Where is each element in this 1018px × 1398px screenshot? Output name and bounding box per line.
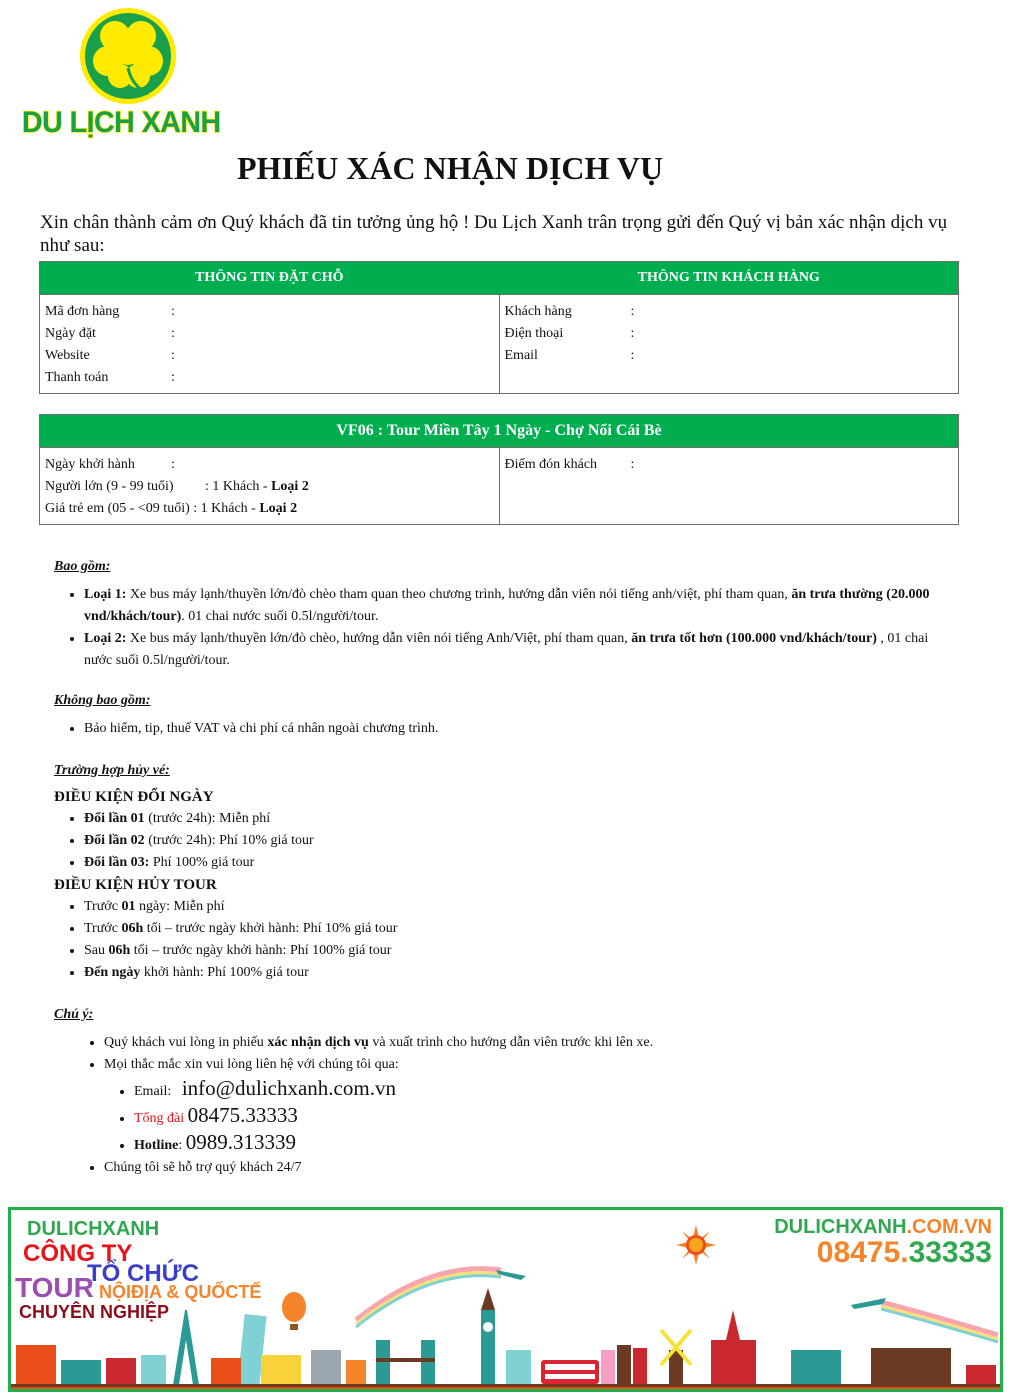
rainbow-right bbox=[881, 1302, 998, 1335]
order-date-field bbox=[45, 323, 494, 345]
balloon-icon bbox=[282, 1292, 306, 1322]
cancel-item bbox=[84, 896, 954, 918]
logo-text: DU LỊCH XANH bbox=[22, 106, 221, 139]
field-sep: : bbox=[630, 348, 635, 363]
change-item bbox=[84, 830, 954, 852]
include-item bbox=[84, 628, 954, 672]
cancel-heading: Trường hợp hủy vé: bbox=[54, 763, 170, 778]
item-text: Phí 100% giá tour bbox=[149, 855, 255, 870]
field-label: Giá trẻ em (05 - <09 tuổi) bbox=[45, 501, 190, 516]
item-bold: Đến ngày bbox=[84, 965, 141, 980]
intro-text: Xin chân thành cảm ơn Quý khách đã tin tưởng ủng hộ ! Du Lịch Xanh trân trọng gửi đến Quý vị bản xác nhận dịch vụ như sau: bbox=[40, 212, 948, 256]
email-label: Email: bbox=[134, 1084, 172, 1099]
tour-detail-cell bbox=[40, 448, 500, 525]
phone-part: 08475. bbox=[816, 1236, 909, 1269]
website-part: .COM.VN bbox=[906, 1216, 992, 1238]
notes-section bbox=[54, 1004, 954, 1179]
contact-hotline bbox=[134, 1130, 954, 1157]
field-label: Thanh toán bbox=[45, 370, 109, 385]
field-sep: : bbox=[171, 348, 175, 363]
banner-domestic: NỘIĐỊA & QUỐCTẾ bbox=[99, 1282, 262, 1302]
pickup-cell bbox=[499, 448, 959, 525]
item-bold: Đổi lần 01 bbox=[84, 811, 145, 826]
field-sep: : bbox=[171, 370, 175, 385]
field-value: : 1 Khách - bbox=[193, 501, 260, 516]
booking-customer-table bbox=[39, 261, 959, 394]
banner-tour: TOUR bbox=[15, 1272, 94, 1303]
website-part: DULICHXANH bbox=[774, 1216, 907, 1238]
field-label: Điện thoại bbox=[504, 326, 564, 341]
page-title: PHIẾU XÁC NHẬN DỊCH VỤ bbox=[236, 150, 664, 186]
field-sep: : bbox=[630, 457, 635, 472]
include-item bbox=[84, 584, 954, 628]
item-bold: 06h bbox=[121, 921, 144, 936]
kremlin bbox=[711, 1340, 756, 1385]
item-bold: Loại 2: bbox=[84, 631, 127, 646]
excludes-section bbox=[54, 690, 954, 740]
item-text: Xe bus máy lạnh/thuyền lớn/đò chèo tham quan theo chương trình, hướng dẫn viên nói tiếng anh/việt, phí tham quan, bbox=[126, 587, 792, 602]
includes-heading: Bao gồm: bbox=[54, 559, 111, 574]
email-field bbox=[505, 345, 954, 367]
tour-table bbox=[39, 414, 959, 525]
item-bold: ăn trưa thường (20.000 vnd/khách/tour) bbox=[84, 587, 930, 624]
field-sep: : bbox=[171, 457, 175, 472]
field-sep: : bbox=[171, 326, 175, 341]
pickup-field bbox=[505, 454, 954, 476]
note-item bbox=[104, 1054, 954, 1157]
contact-hotline-center bbox=[134, 1103, 954, 1130]
customer-info-cell bbox=[499, 295, 959, 394]
item-bold: Đổi lần 02 bbox=[84, 833, 145, 848]
booking-info-cell bbox=[40, 295, 500, 394]
hotline-colon: : bbox=[178, 1138, 183, 1153]
note-item: • Chúng tôi sẽ hỗ trợ quý khách 24/7 bbox=[104, 1157, 954, 1179]
order-id-field bbox=[45, 301, 494, 323]
banner-company: CÔNG TY bbox=[23, 1240, 133, 1267]
brandenburg-gate bbox=[871, 1348, 951, 1385]
item-text: khởi hành: Phí 100% giá tour bbox=[140, 965, 309, 980]
payment-field bbox=[45, 367, 494, 389]
item-bold: 06h bbox=[108, 943, 131, 958]
phone-part: 33333 bbox=[908, 1236, 992, 1269]
field-label: Điểm đón khách bbox=[504, 457, 598, 472]
item-text: Sau bbox=[84, 943, 109, 958]
red-bus bbox=[541, 1360, 599, 1384]
includes-section bbox=[54, 556, 954, 672]
hotline-center-number: 08475.33333 bbox=[187, 1103, 298, 1127]
banner-brand: DULICHXANH bbox=[27, 1218, 160, 1240]
cancel-section bbox=[54, 760, 954, 984]
field-label: Người lớn (9 - 99 tuổi) bbox=[45, 479, 174, 494]
hotline-number: 0989.313339 bbox=[185, 1130, 296, 1154]
excludes-heading: Không bao gồm: bbox=[54, 693, 151, 708]
item-text: (trước 24h): Phí 10% giá tour bbox=[144, 833, 314, 848]
exclude-item: • Bảo hiểm, tip, thuế VAT và chi phí cá nhân ngoài chương trình. bbox=[84, 718, 954, 740]
big-ben bbox=[481, 1310, 495, 1385]
item-bold: ăn trưa tốt hơn (100.000 vnd/khách/tour) bbox=[631, 631, 877, 646]
item-text: (trước 24h): Miễn phí bbox=[144, 811, 271, 826]
change-date-title: ĐIỀU KIỆN ĐỔI NGÀY bbox=[54, 789, 214, 805]
item-text: và xuất trình cho hướng dẫn viên trước khi lên xe. bbox=[368, 1035, 654, 1050]
city-skyline-illustration bbox=[11, 1210, 1000, 1389]
field-label: Ngày đặt bbox=[45, 326, 96, 341]
cancel-item bbox=[84, 918, 954, 940]
item-text: Mọi thắc mắc xin vui lòng liên hệ với chúng tôi qua: bbox=[104, 1057, 399, 1072]
adult-type: Loại 2 bbox=[271, 479, 309, 494]
ground bbox=[11, 1384, 1000, 1387]
item-bold: Đổi lần 03: bbox=[84, 855, 150, 870]
adult-field bbox=[45, 476, 494, 498]
hotline-center-label: Tổng đài bbox=[134, 1111, 185, 1126]
clover-logo-icon bbox=[20, 6, 235, 106]
tour-title-header: VF06 : Tour Miền Tây 1 Ngày - Chợ Nổi Cái Bè bbox=[40, 415, 959, 448]
change-item bbox=[84, 808, 954, 830]
website-field bbox=[45, 345, 494, 367]
footer-banner bbox=[8, 1207, 1003, 1392]
hotline-label: Hotline bbox=[134, 1138, 179, 1153]
child-field bbox=[45, 498, 494, 520]
item-text: Quý khách vui lòng in phiếu bbox=[104, 1035, 268, 1050]
item-bold: 01 bbox=[121, 899, 136, 914]
banner-organize: TỔ CHỨC bbox=[87, 1260, 199, 1287]
departure-date-field bbox=[45, 454, 494, 476]
field-label: Email bbox=[504, 348, 538, 363]
item-text: Trước bbox=[84, 899, 122, 914]
customer-name-field bbox=[505, 301, 954, 323]
field-value: : 1 Khách - bbox=[205, 479, 272, 494]
item-text: , 01 chai nước suối 0.5l/người/tour. bbox=[84, 631, 929, 668]
field-label: Ngày khởi hành bbox=[45, 457, 135, 472]
field-sep: : bbox=[630, 304, 635, 319]
banner-professional: CHUYÊN NGHIỆP bbox=[19, 1302, 170, 1322]
note-item bbox=[104, 1032, 954, 1054]
field-label: Khách hàng bbox=[504, 304, 572, 319]
contact-email bbox=[134, 1076, 954, 1103]
child-type: Loại 2 bbox=[259, 501, 298, 516]
cancel-item bbox=[84, 940, 954, 962]
field-sep: : bbox=[171, 304, 175, 319]
item-text: ngày: Miễn phí bbox=[135, 899, 225, 914]
cancel-tour-title: ĐIỀU KIỆN HỦY TOUR bbox=[54, 877, 217, 893]
item-text: . 01 chai nước suối 0.5l/người/tour. bbox=[181, 609, 379, 624]
change-item bbox=[84, 852, 954, 874]
field-label: Mã đơn hàng bbox=[45, 304, 120, 319]
item-text: tối – trước ngày khởi hành: Phí 10% giá tour bbox=[143, 921, 398, 936]
field-label: Website bbox=[45, 348, 90, 363]
notes-heading: Chú ý: bbox=[54, 1007, 94, 1022]
building bbox=[16, 1345, 56, 1385]
eiffel-tower bbox=[173, 1310, 199, 1385]
cancel-item bbox=[84, 962, 954, 984]
item-text: Xe bus máy lạnh/thuyền lớn/đò chèo, hướng dẫn viên nói tiếng Anh/Việt, phí tham quan, bbox=[126, 631, 632, 646]
field-sep: : bbox=[630, 326, 635, 341]
email-link[interactable]: info@dulichxanh.com.vn bbox=[181, 1076, 396, 1100]
item-text: Trước bbox=[84, 921, 122, 936]
customer-info-header: THÔNG TIN KHÁCH HÀNG bbox=[499, 262, 959, 295]
item-bold: xác nhận dịch vụ bbox=[267, 1035, 369, 1050]
item-text: tối – trước ngày khởi hành: Phí 100% giá tour bbox=[130, 943, 392, 958]
booking-info-header: THÔNG TIN ĐẶT CHỖ bbox=[40, 262, 500, 295]
item-bold: Loại 1: bbox=[84, 587, 127, 602]
phone-field bbox=[505, 323, 954, 345]
